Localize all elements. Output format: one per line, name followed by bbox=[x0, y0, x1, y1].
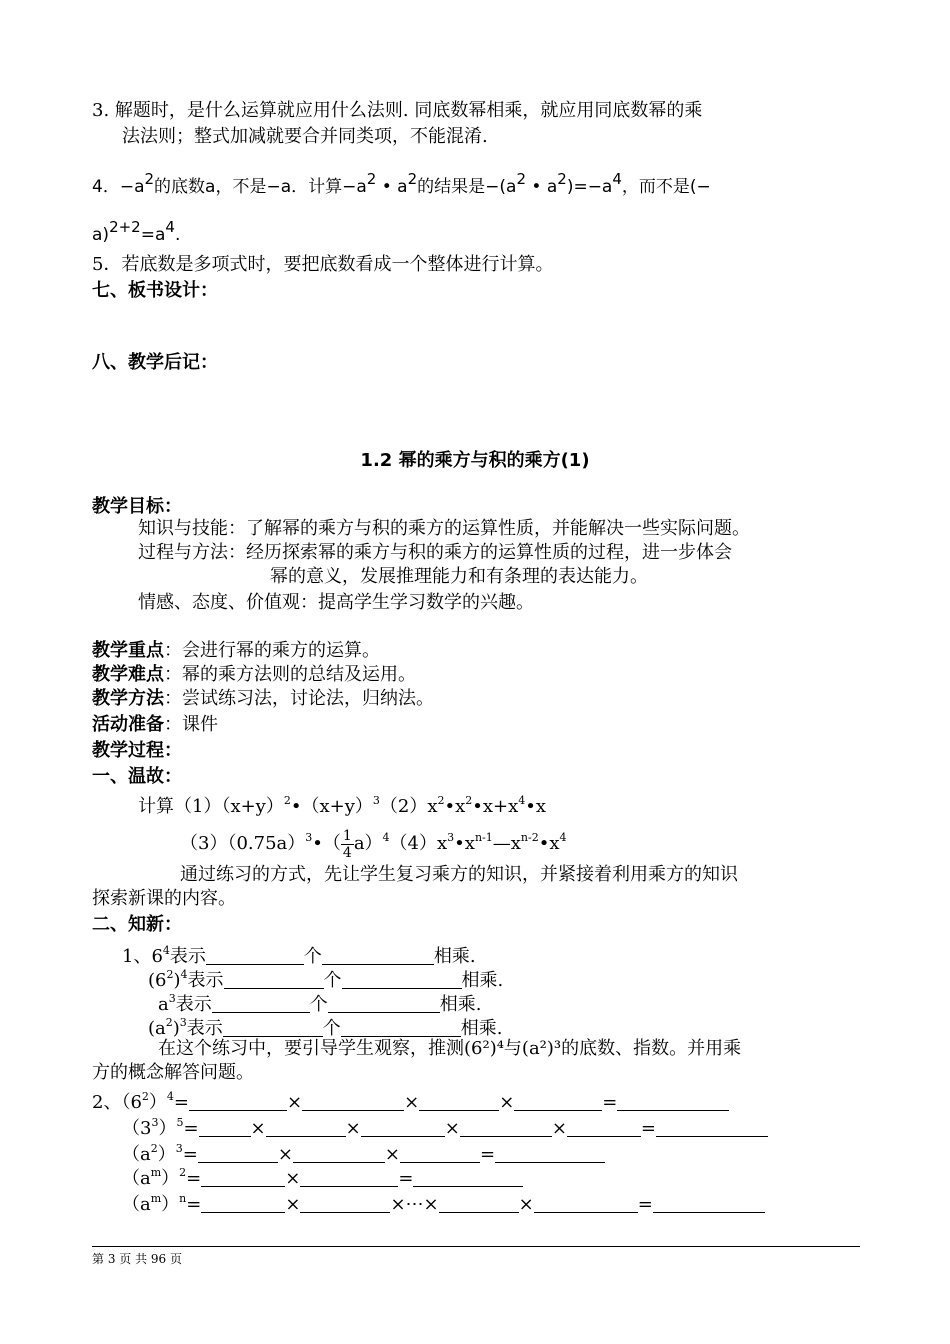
review-exercise-1: 计算$(1)(x+y)^2•(x+y)^3(2)x^2•x^2•x+x^4•x$ bbox=[138, 794, 547, 817]
preparation: 活动准备：课件 bbox=[92, 714, 218, 735]
goals-heading: 教学目标： bbox=[92, 496, 182, 517]
footer-divider bbox=[92, 1246, 860, 1247]
goal-process-line2: 幂的意义，发展推理能力和有条理的表达能力。 bbox=[270, 566, 648, 587]
note-5: 5．若底数是多项式时，要把底数看成一个整体进行计算。 bbox=[92, 254, 554, 275]
q1-note-line1: 在这个练习中，要引导学生观察，推测(6²)⁴与(a²)³的底数、指数。并用乘 bbox=[158, 1038, 742, 1059]
note-3-line2: 法法则；整式加减就要合并同类项，不能混淆. bbox=[122, 126, 488, 147]
page-footer: 第 3 页 共 96 页 bbox=[92, 1252, 182, 1266]
goal-process-line1: 过程与方法：经历探索幂的乘方与积的乘方的运算性质的过程，进一步体会 bbox=[138, 542, 732, 563]
new-q1-b: $(6^2)^4$表示 个 相乘. bbox=[148, 968, 504, 991]
review-exercise-2: $(3)(0.75a)^3•$（ $\frac{1}{4}$ $a)^4(4)x^3•x^{n-1}—x^{n-2}•x^4$ bbox=[180, 827, 567, 861]
difficulty: 教学难点：幂的乘方法则的总结及运用。 bbox=[92, 664, 416, 685]
key-point: 教学重点：会进行幂的乘方的运算。 bbox=[92, 640, 380, 661]
goal-emotion: 情感、态度、价值观：提高学生学习数学的兴趣。 bbox=[138, 592, 534, 613]
note-3-line1: 3. 解题时，是什么运算就应用什么法则. 同底数幂相乘，就应用同底数幂的乘 bbox=[92, 100, 703, 121]
q1-note-line2: 方的概念解答问题。 bbox=[92, 1062, 254, 1083]
new-q2-d: $(a^m)^2=$ × = bbox=[122, 1160, 523, 1192]
note-4-line2: a)2+2=a4. bbox=[92, 218, 181, 245]
review-note-line2: 探索新课的内容。 bbox=[92, 888, 236, 909]
section-8-heading: 八、教学后记： bbox=[92, 352, 218, 373]
new-q2-c: $(a^2)^3=$ × × = bbox=[122, 1136, 605, 1168]
new-q1-c: $a^3$表示 个 相乘. bbox=[158, 992, 482, 1015]
new-q2-b: $(3^3)^5=$ × × × × = bbox=[122, 1110, 768, 1142]
goal-knowledge: 知识与技能：了解幂的乘方与积的乘方的运算性质，并能解决一些实际问题。 bbox=[138, 518, 750, 539]
lesson-title: 1.2 幂的乘方与积的乘方(1) bbox=[360, 450, 590, 471]
fraction-one-quarter: $\frac{1}{4}$ bbox=[342, 827, 352, 861]
section-7-heading: 七、板书设计： bbox=[92, 280, 218, 301]
new-q2-e: $(a^m)^n=$ × ×⋯× × = bbox=[122, 1186, 765, 1218]
review-note-line1: 通过练习的方式，先让学生复习乘方的知识，并紧接着利用乘方的知识 bbox=[180, 864, 738, 885]
process-heading: 教学过程： bbox=[92, 740, 182, 761]
new-q2-a: 2、$(6^2)^4=$ × × × = bbox=[92, 1084, 729, 1116]
new-heading: 二、知新： bbox=[92, 914, 182, 935]
new-q1-d: $(a^2)^3$表示 个 相乘. bbox=[148, 1016, 503, 1039]
method: 教学方法：尝试练习法，讨论法，归纳法。 bbox=[92, 688, 434, 709]
new-q1-a: 1、$6^4$表示 个 相乘. bbox=[122, 944, 476, 967]
review-heading: 一、温故： bbox=[92, 766, 182, 787]
note-4-line1: 4．−a2的底数a，不是−a．计算−a2 • a2的结果是−(a2 • a2)=−a4，而不是(− bbox=[92, 170, 711, 197]
